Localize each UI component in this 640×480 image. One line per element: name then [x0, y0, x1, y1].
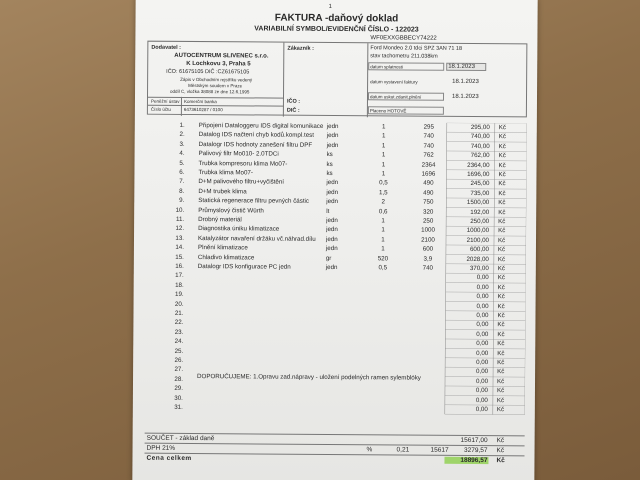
vin: WF0EXXGBBECY74222: [370, 35, 437, 42]
item-number: 15.: [175, 253, 184, 261]
item-unit: lt: [326, 207, 330, 215]
issued-value: 18.1.2023: [452, 78, 479, 86]
grand-total-row: [144, 453, 524, 466]
item-unit: ks: [326, 160, 333, 168]
item-description: Trubka klima Mo07-: [198, 169, 253, 177]
item-quantity: 1: [381, 170, 386, 178]
supplier-label: Dodavatel :: [151, 44, 182, 51]
item-quantity: 1,5: [379, 189, 388, 197]
item-description: Diagnostika úniku klimatizace: [198, 225, 280, 234]
item-quantity: 2: [381, 198, 386, 206]
item-currency: Kč: [497, 293, 505, 301]
item-unit-price: 295: [423, 123, 434, 131]
vat-base: 15617: [430, 446, 449, 454]
item-unit-price: 750: [423, 198, 434, 206]
supplier-name: AUTOCENTRUM SLIVENEC s.r.o.: [174, 52, 269, 60]
item-currency: Kč: [497, 265, 506, 273]
item-quantity: 1: [382, 123, 386, 131]
item-number: 20.: [174, 300, 184, 308]
item-total: 0,00: [475, 387, 488, 395]
item-total: 0,00: [476, 283, 489, 291]
item-quantity: 1: [381, 142, 386, 150]
item-quantity: 1: [381, 151, 386, 159]
item-number: 30.: [174, 394, 183, 402]
bank-label: Peněžní ústav: [150, 98, 180, 104]
item-total: 735,00: [470, 189, 490, 197]
item-unit-price: 600: [422, 245, 434, 253]
item-number: 19.: [174, 291, 184, 299]
item-currency: Kč: [498, 124, 507, 132]
item-quantity: 1: [381, 160, 386, 168]
item-total: 2100,00: [466, 236, 490, 244]
item-number: 13.: [175, 234, 185, 242]
item-currency: Kč: [497, 349, 505, 357]
item-number: 1.: [179, 121, 185, 129]
item-total: 1500,00: [466, 199, 490, 207]
item-quantity: 1: [381, 217, 385, 225]
item-unit-price: 320: [423, 208, 434, 216]
item-currency: Kč: [498, 189, 506, 197]
grand-total-label: Cena celkem: [146, 454, 192, 463]
item-number: 24.: [174, 338, 184, 346]
item-quantity: 1: [381, 226, 385, 234]
item-total: 1696,00: [467, 170, 490, 179]
customer-ico-label: IČO :: [286, 98, 301, 105]
item-quantity: 1: [381, 132, 386, 140]
item-total: 0,00: [476, 302, 489, 310]
recommendation-note: DOPORUČUJEME: 1.Opravu zad.nápravy - uložení podelných ramen sylemblóky: [197, 373, 421, 382]
item-unit-price: 2100: [421, 236, 435, 244]
item-currency: Kč: [498, 133, 506, 141]
item-number: 5.: [179, 159, 185, 167]
item-currency: Kč: [497, 246, 506, 254]
item-number: 2.: [179, 131, 185, 139]
item-currency: Kč: [496, 377, 505, 385]
item-unit: jedn: [326, 141, 339, 149]
currency: Kč: [496, 457, 505, 465]
item-unit-price: 1000: [421, 226, 435, 235]
item-number: 16.: [175, 262, 184, 270]
item-number: 10.: [175, 206, 185, 214]
taxable-label: datum uskut.zdanit.plnění: [369, 94, 422, 100]
divider: [181, 97, 182, 116]
item-unit: jedn: [326, 132, 339, 140]
item-unit-price: 740: [423, 142, 434, 150]
item-number: 3.: [179, 140, 185, 148]
item-currency: Kč: [497, 368, 505, 376]
item-currency: Kč: [497, 283, 505, 291]
item-unit-price: 490: [423, 189, 434, 197]
item-currency: Kč: [498, 199, 506, 207]
item-currency: Kč: [496, 387, 505, 395]
item-currency: Kč: [497, 274, 506, 282]
account-label: Číslo účtu: [150, 106, 171, 112]
item-number: 23.: [174, 328, 184, 336]
item-number: 6.: [179, 168, 185, 176]
item-description: Plnění klimatizace: [197, 244, 248, 252]
item-number: 28.: [174, 375, 184, 383]
item-number: 18.: [175, 281, 184, 289]
item-currency: Kč: [498, 208, 506, 216]
item-currency: Kč: [498, 171, 506, 179]
item-unit: jedn: [326, 122, 339, 131]
item-total: 1000,00: [466, 227, 490, 235]
item-number: 22.: [174, 319, 184, 327]
item-quantity: 0,5: [378, 264, 388, 272]
supplier-ids: IČO: 61675105 DIČ :CZ61675105: [166, 68, 250, 76]
invoice-totals: [145, 433, 525, 465]
item-currency: Kč: [496, 396, 505, 404]
item-total: 0,00: [476, 321, 489, 329]
item-currency: Kč: [497, 255, 506, 263]
item-description: Drobný materiál: [198, 216, 242, 224]
register-line-3: oddíl C, vložka 38088 ze dne 12.6.1995: [170, 88, 250, 95]
item-description: Datalogr IDS konfigurace PC jedn: [197, 263, 291, 271]
subtotal-value: 15617,00: [460, 436, 488, 445]
item-unit: ks: [326, 151, 333, 159]
page-number: 1: [328, 3, 332, 10]
due-label: datum splatnosti: [370, 64, 404, 70]
item-total: 762,00: [470, 152, 490, 160]
item-currency: Kč: [498, 142, 506, 150]
subtotal-label: SOUČET - základ daně: [146, 434, 215, 443]
item-unit: jedn: [325, 245, 338, 253]
item-number: 27.: [174, 366, 184, 374]
item-unit-price: 250: [422, 217, 434, 225]
supplier-block: [148, 42, 285, 117]
vat-pct: %: [366, 446, 373, 454]
item-number: 25.: [174, 347, 184, 355]
item-currency: Kč: [497, 312, 505, 320]
register-line-1: Zápis v Obchodním rejstříku vedený: [180, 76, 253, 83]
vat-rate: 0,21: [396, 446, 410, 454]
item-number: 9.: [179, 197, 185, 205]
item-quantity: 520: [377, 254, 389, 262]
item-total: 0,00: [476, 368, 489, 376]
account-value: 6473610287 / 0100: [183, 106, 223, 113]
item-total: 0,00: [476, 340, 489, 348]
item-number: 26.: [174, 356, 184, 364]
item-currency: Kč: [498, 218, 506, 226]
item-description: Palivový filtr Mo010- 2.0TDCi: [198, 150, 279, 158]
item-description: Průmyslový čistič Würth: [198, 206, 264, 215]
item-unit-price: 2364: [421, 161, 436, 169]
item-currency: Kč: [498, 180, 506, 188]
payment-method: Placeno HOTOVĚ: [369, 108, 407, 114]
item-quantity: 1: [381, 245, 385, 253]
item-description: Připojení Dataloggeru IDS digital komunikace: [198, 122, 324, 130]
item-number: 31.: [174, 403, 183, 411]
item-number: 11.: [175, 215, 185, 223]
vat-value: 3279,57: [464, 446, 488, 455]
item-unit: jedn: [326, 198, 339, 206]
item-total: 0,00: [476, 349, 489, 357]
item-currency: Kč: [497, 330, 505, 338]
item-total: 0,00: [476, 311, 489, 320]
item-total: 740,00: [470, 133, 490, 141]
customer-dic-label: DIČ :: [286, 107, 300, 114]
invoice-header-table: [147, 35, 528, 118]
invoice-items: [145, 121, 527, 434]
item-number: 29.: [174, 385, 183, 393]
item-number: 12.: [175, 225, 185, 233]
item-description: D+M trubek klima: [198, 187, 247, 196]
item-number: 4.: [179, 150, 185, 158]
item-unit-price: 740: [423, 133, 434, 141]
item-total: 0,00: [476, 330, 489, 338]
item-currency: Kč: [498, 152, 506, 160]
invoice-title: FAKTURA -daňový doklad: [274, 12, 399, 25]
item-total: 0,00: [476, 293, 489, 301]
item-unit-price: 3,9: [423, 255, 433, 263]
item-unit: jedn: [326, 188, 339, 196]
due-value: 18.1.2023: [448, 63, 475, 70]
item-unit: ks: [326, 169, 333, 177]
register-line-2: Městským soudem v Praze: [188, 82, 243, 89]
item-total: 370,00: [469, 264, 489, 273]
item-unit-price: 490: [423, 180, 434, 188]
item-currency: Kč: [497, 302, 505, 310]
item-total: 250,00: [470, 217, 490, 226]
item-unit-price: 740: [422, 264, 433, 272]
bank-value: Komerční banka: [183, 98, 217, 105]
item-total: 295,00: [470, 123, 490, 132]
invoice-subtitle: VARIABILNÍ SYMBOL/EVIDENČNÍ ČÍSLO - 122023: [254, 25, 419, 34]
customer-label: Zákazník :: [287, 45, 314, 52]
item-number: 21.: [174, 309, 184, 317]
vehicle-model: Ford Mondeo 2.0 tdci SPZ 3AN 71 18: [370, 45, 463, 52]
item-description: Trubka kompresoru klima Mo07-: [198, 159, 288, 168]
item-description: Datalogr IDS hodnoty zanešení filtru DPF: [198, 140, 313, 149]
item-number: 17.: [175, 272, 184, 280]
item-currency: Kč: [497, 359, 505, 367]
item-currency: Kč: [498, 227, 506, 235]
currency: Kč: [496, 437, 505, 445]
item-description: Statická regenerace filtru pevných částic: [198, 197, 310, 206]
item-currency: Kč: [497, 321, 505, 329]
item-total: 2028,00: [466, 255, 489, 263]
item-total: 740,00: [470, 142, 490, 150]
item-unit: gr: [325, 254, 332, 262]
grand-total-value: 18896,57: [444, 457, 488, 464]
invoice-sheet: [132, 0, 537, 480]
item-total: 600,00: [469, 246, 489, 254]
item-unit: jedn: [325, 235, 338, 243]
item-description: Datalog IDS načtení chyb kodů.kompl.test: [198, 131, 314, 140]
item-total: 0,00: [475, 396, 488, 404]
taxable-value: 18.1.2023: [451, 93, 479, 100]
item-description: Chladivo klimatizace: [197, 253, 255, 262]
currency: Kč: [496, 447, 505, 455]
item-total: 245,00: [470, 180, 490, 188]
odometer: stav tachometru 211.038km: [370, 53, 438, 60]
item-currency: Kč: [497, 340, 505, 348]
item-unit-price: 762: [423, 151, 434, 159]
item-currency: Kč: [496, 406, 505, 414]
issued-label: datum vystavení faktury: [370, 79, 418, 85]
item-unit: jedn: [326, 216, 338, 225]
item-quantity: 0,6: [378, 207, 388, 215]
item-unit: jedn: [326, 179, 339, 187]
vehicle-dates-block: [368, 35, 529, 118]
item-total: 0,00: [476, 274, 489, 282]
item-number: 8.: [179, 187, 185, 195]
item-currency: Kč: [498, 161, 506, 169]
item-unit: jedn: [325, 263, 338, 272]
item-total: 2364,00: [467, 161, 490, 169]
item-description: Katalyzátor navaření držáku vč.náhrad.dílu: [197, 234, 316, 243]
item-quantity: 0,5: [379, 179, 388, 187]
item-total: 0,00: [475, 377, 489, 385]
vat-label: DPH 21%: [146, 444, 176, 452]
item-unit: jedn: [326, 226, 338, 234]
item-number: 14.: [175, 244, 184, 252]
item-unit-price: 1696: [421, 170, 436, 178]
item-number: 7.: [179, 178, 185, 186]
item-total: 0,00: [475, 405, 488, 414]
supplier-address: K Lochkovu 3, Praha 5: [186, 60, 251, 68]
item-total: 192,00: [470, 208, 490, 216]
customer-block: [284, 43, 369, 118]
item-quantity: 1: [381, 236, 385, 244]
item-description: D+M palivového filtru+vyčištění: [198, 178, 285, 187]
item-total: 0,00: [476, 358, 489, 367]
item-currency: Kč: [497, 236, 506, 244]
